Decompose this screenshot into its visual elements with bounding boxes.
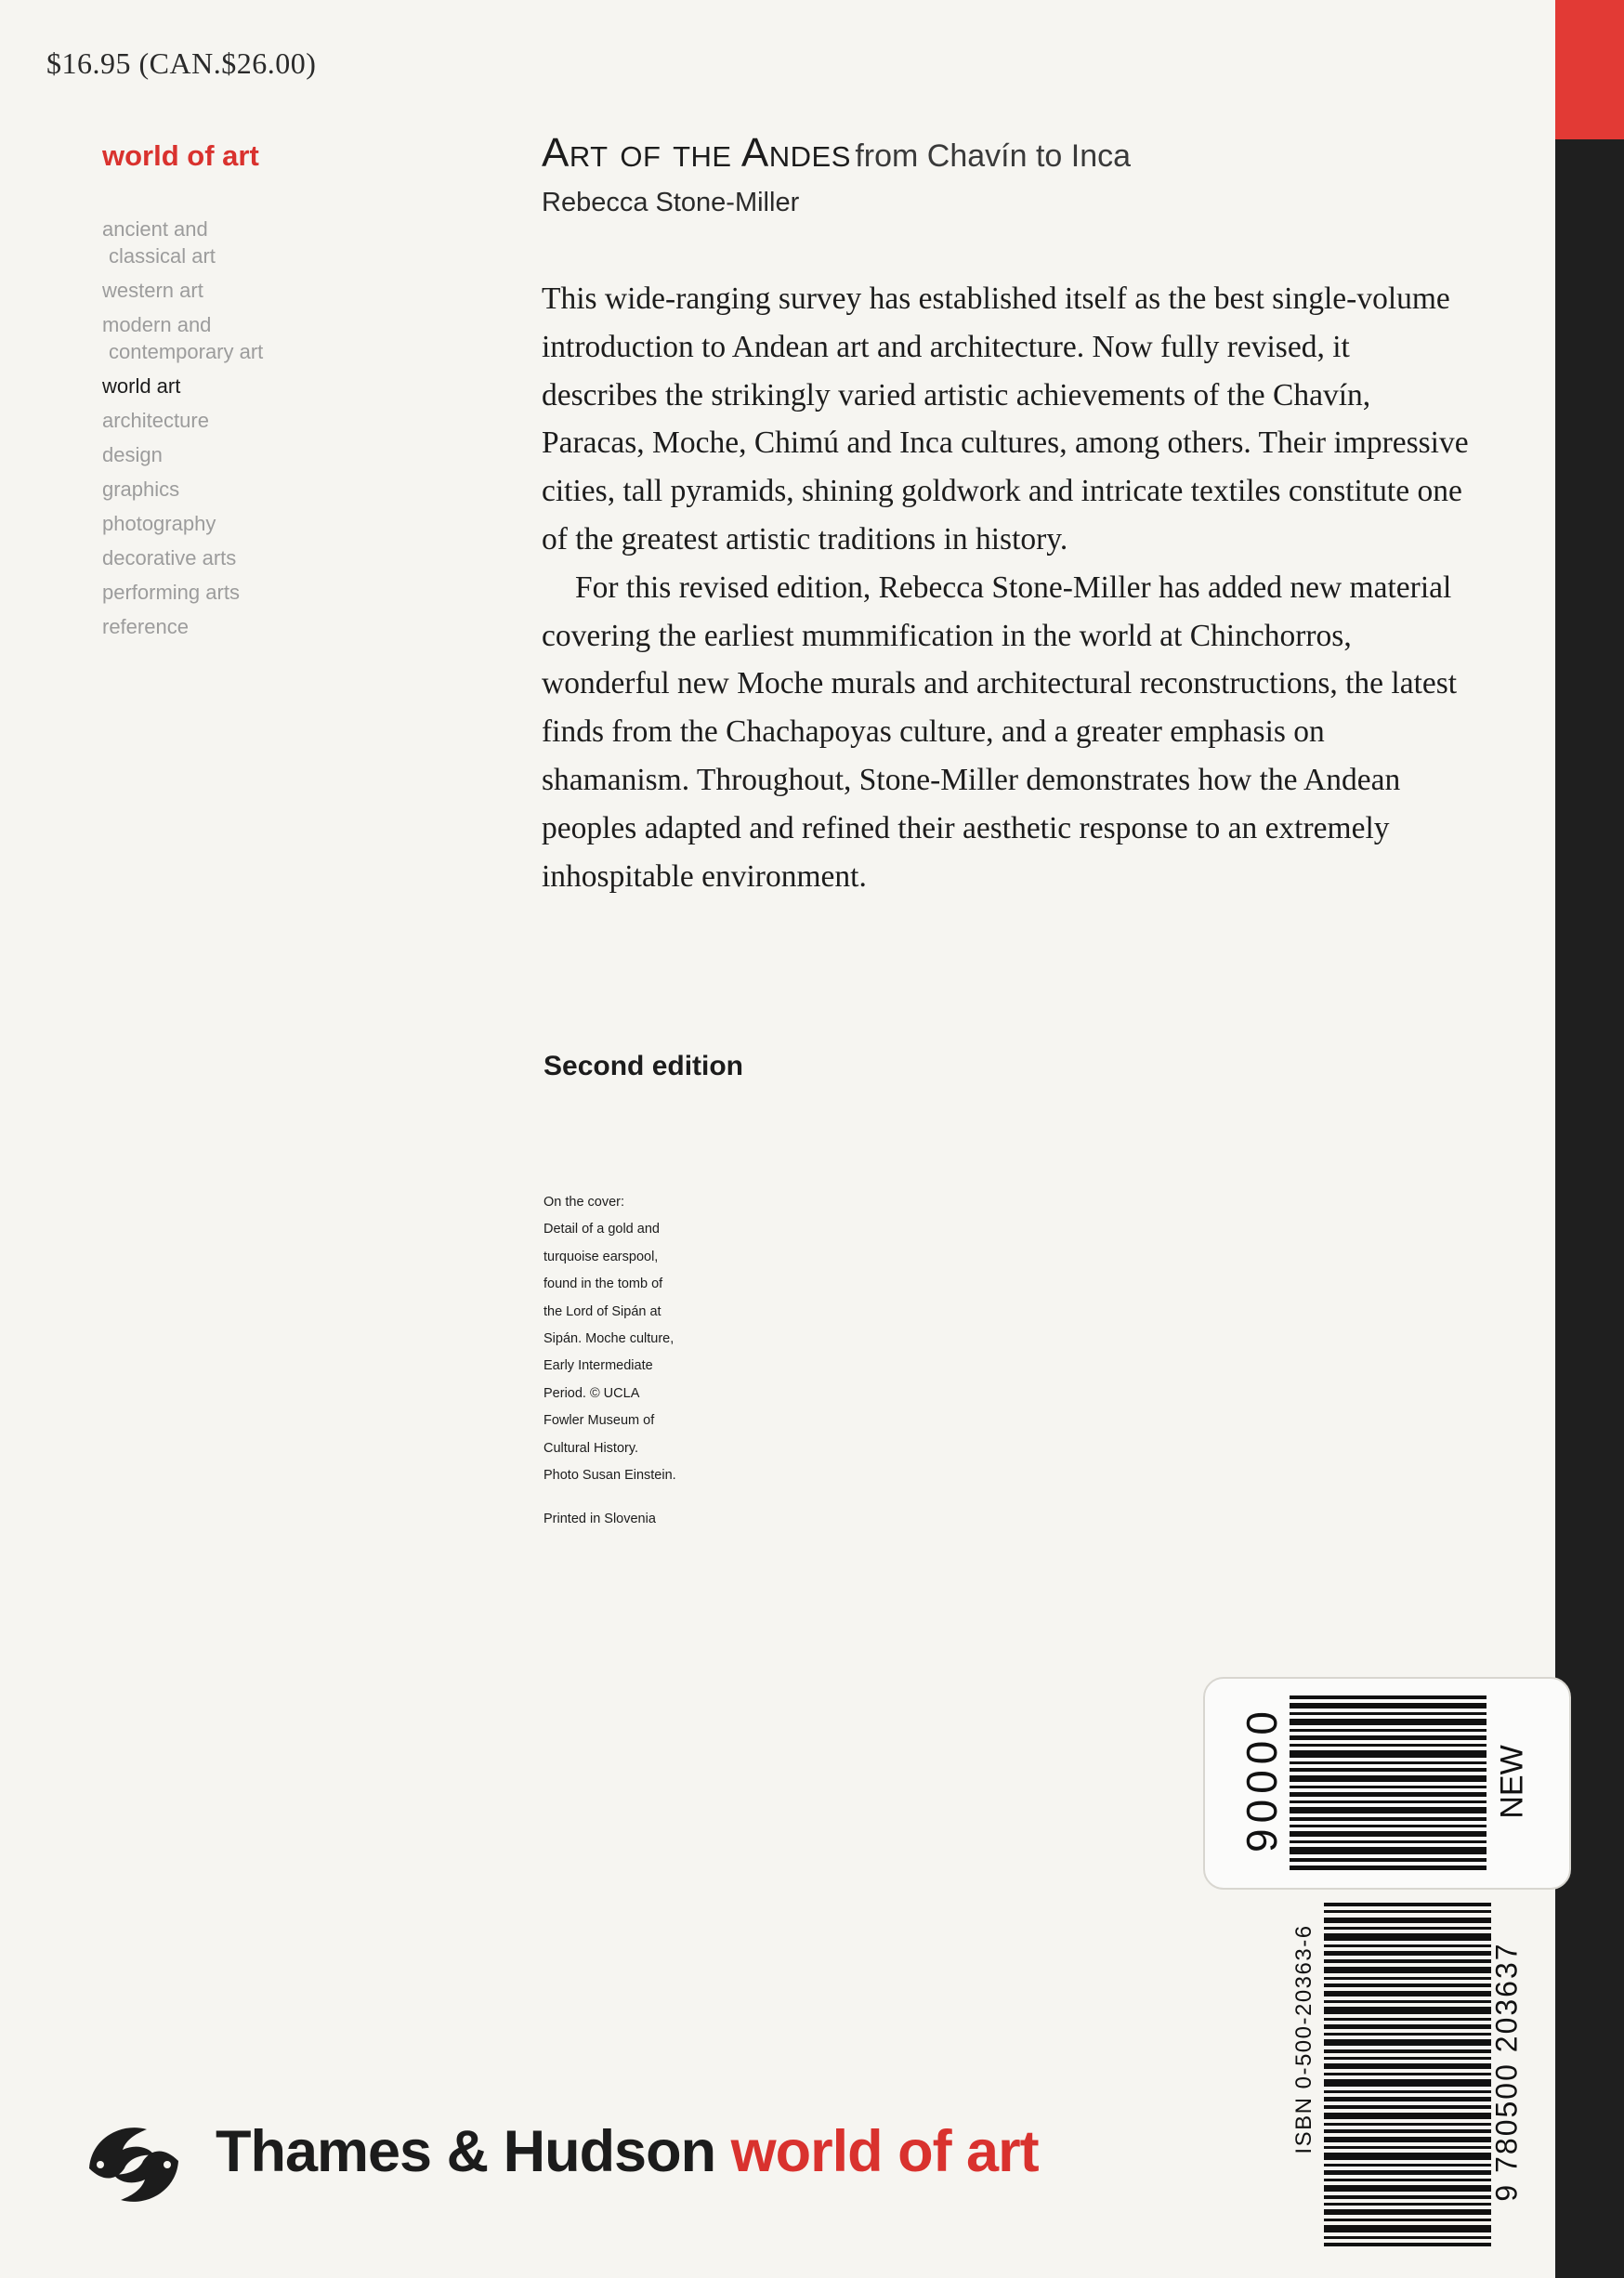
category-item — [102, 407, 263, 434]
category-line: world art — [102, 374, 181, 398]
category-line: ancient and — [102, 217, 208, 241]
category-line: decorative arts — [102, 546, 237, 570]
category-item — [102, 544, 263, 571]
sticker-price-code: 90000 — [1238, 1706, 1286, 1853]
category-line: architecture — [102, 409, 209, 432]
category-item — [102, 476, 263, 503]
isbn-barcode — [1324, 1903, 1491, 2246]
category-item — [102, 277, 263, 304]
blurb — [542, 275, 1471, 900]
book-author: Rebecca Stone-Miller — [542, 188, 800, 217]
category-line-2: contemporary art — [109, 340, 264, 363]
edition-label: Second edition — [544, 1051, 744, 1081]
ean-number: 9 780500 203637 — [1489, 1942, 1524, 2202]
category-line: photography — [102, 512, 216, 535]
book-title-main: Art of the Andes — [542, 130, 851, 176]
isbn-number: ISBN 0-500-20363-6 — [1291, 1924, 1316, 2154]
book-title — [542, 130, 1131, 177]
printed-in: Printed in Slovenia — [544, 1512, 656, 1526]
sticker-new-label: NEW — [1494, 1745, 1530, 1819]
spine-red-band — [1555, 0, 1624, 139]
category-item — [102, 510, 263, 537]
dolphins-logo-icon — [72, 2111, 195, 2219]
publisher-wordmark — [216, 2118, 1039, 2185]
price-label: $16.95 (CAN.$26.00) — [46, 46, 317, 80]
book-subtitle: from Chavín to Inca — [855, 138, 1132, 174]
category-item — [102, 216, 263, 269]
category-item — [102, 613, 263, 640]
category-line-2: classical art — [109, 244, 216, 268]
category-line: modern and — [102, 313, 212, 336]
category-line: performing arts — [102, 581, 240, 604]
category-line: western art — [102, 279, 203, 302]
series-label: world of art — [102, 139, 259, 172]
category-line: graphics — [102, 478, 180, 501]
publisher-series: world of art — [730, 2119, 1039, 2184]
category-list — [102, 216, 263, 648]
blurb-paragraph-2: For this revised edition, Rebecca Stone-Miller has added new material covering the earliest mummification in the world at Chinchorros, wonderful new Moche murals and architectural reconstructions, the latest finds from the Chachapoyas culture, and a greater emphasis on shamanism. Throughout, Stone-Miller demonstrates how the Andean peoples adapted and refined their aesthetic response to an extremely inhospitable environment. — [542, 570, 1458, 894]
category-item-active — [102, 373, 263, 399]
category-line: design — [102, 443, 163, 466]
category-line: reference — [102, 615, 189, 638]
category-item — [102, 311, 263, 365]
blurb-paragraph-1: This wide-ranging survey has established itself as the best single-volume introduction to Andean art and architecture. Now fully revised, it describes the strikingly varied artistic achievements of the Chavín, Paracas, Moche, Chimú and Inca cultures, among others. Their impressive cities, tall pyramids, shining goldwork and intricate textiles constitute one of the greatest artistic traditions in history. — [542, 281, 1469, 556]
category-item — [102, 441, 263, 468]
cover-credit: On the cover: Detail of a gold and turquoise earspool, found in the tomb of the Lord of Sipán at Sipán. Moche culture, Early Intermediate Period. © UCLA Fowler Museum of Cultural History. Photo Susan Einstein. — [544, 1195, 676, 1484]
publisher-name: Thames & Hudson — [216, 2119, 716, 2184]
category-item — [102, 579, 263, 606]
spine-black-band — [1555, 139, 1624, 2278]
